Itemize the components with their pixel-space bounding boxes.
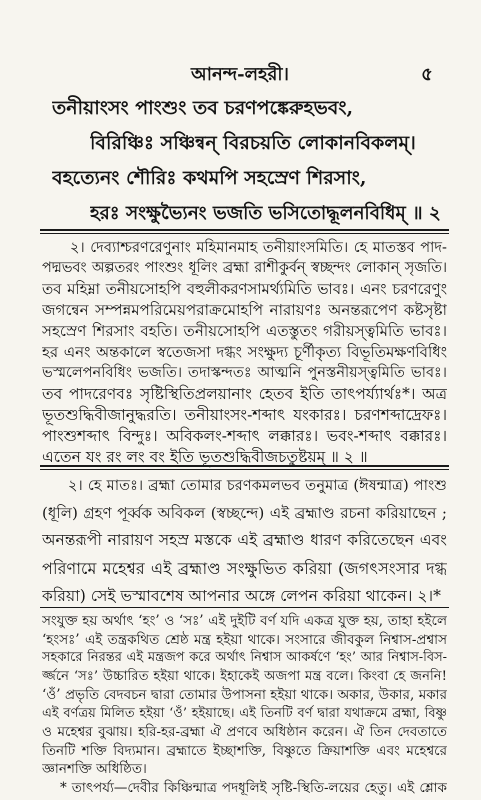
footnote-line: ‘ওঁ’ প্রভৃতি বেদবচন দ্বারা তোমার উপাসনা হইয়া থাকে। অকার, উকার, মকার xyxy=(42,687,447,703)
double-rule xyxy=(40,229,449,234)
verse-block xyxy=(42,91,447,231)
commentary-line: তব পাদরেণবঃ সৃষ্টিস্থিতিপ্রলয়ানাং হেতব ইতি তাৎপর্য্যার্থঃ*। অত্র xyxy=(42,385,447,403)
commentary-line: এতেন যং রং লং বং ইতি ভূতশুদ্ধিবীজচতুষ্টয়ম্ ॥ ২ ॥ xyxy=(42,448,368,466)
translation-line: ২। হে মাতঃ। ব্রহ্মা তোমার চরণকমলভব তনুমাত্র (ঈষন্মাত্র) পাংশু xyxy=(68,477,447,494)
commentary-line: ভস্মলেপনবিধিং ভজতি। তদাস্কন্দতঃ আত্মনি পুনস্তনীয়স্ত্বমিতি ভাবঃ। xyxy=(42,365,447,381)
footnote-line: সহকারে নিরন্তর এই মন্ত্রজপ করে অর্থাৎ নিশ্বাস আকর্ষণে ‘হং’ আর নিশ্বাস-বিস- xyxy=(42,650,447,665)
commentary-line: পদ্মভবং অল্পতরং পাংশুং ধূলিং ব্রহ্মা রাশীকুর্বন্ স্বচ্ছন্দং লোকান্ সৃজতি। xyxy=(42,260,447,276)
translation-line: পরিণামে মহেশ্বর এই ব্রহ্মাণ্ড সংক্ষুভিত করিয়া (জগৎসংসার দগ্ধ xyxy=(42,558,447,578)
commentary-line: হর এনং অন্তকালে স্বতেজসা দগ্ধং সংক্ষুদ্য চূর্ণীকৃত্য বিভূতিমক্ষণবিধিং xyxy=(42,343,447,361)
footnote-line: র্জ্জনে ‘সঃ’ উচ্চারিত হইয়া থাকে। ইহাকেই অজপা মন্ত্র বলে। কিংবা হে জননি! xyxy=(42,668,447,684)
footnote-line: এই বর্ণত্রয় মিলিত হইয়া ‘ওঁ’ হইয়াছে। এই তিনটি বর্ণ দ্বারা যথাক্রমে ব্রহ্মা, বিষ্ণু xyxy=(42,705,447,721)
verse-line: হরঃ সংক্ষুভ্যৈনং ভজতি ভসিতোদ্ধূলনবিধিম্ ॥ ২ xyxy=(90,203,441,224)
running-header-title: আনন্দ-লহরী। xyxy=(190,64,289,85)
commentary-line: সহস্রেণ শিরসাং বহতি। তনীয়সোহপি এতস্তুতং গরীয়স্ত্বমিতি ভাবঃ। xyxy=(42,322,447,340)
footnote-rule xyxy=(40,607,449,608)
star-footnote-line: * তাৎপর্য্য—দেবীর কিঞ্চিন্মাত্র পদধূলিই সৃষ্টি-স্থিতি-লয়ের হেতু। এই শ্লোক xyxy=(60,780,447,796)
verse-line: বহত্যেনং শৌরিঃ কথমপি সহস্রেণ শিরসাং, xyxy=(52,167,367,189)
footnote-block xyxy=(42,612,447,779)
page-number: ৫ xyxy=(421,64,433,85)
translation-line: করিয়া) সেই ভস্মাবশেষ আপনার অঙ্গে লেপন করিয়া থাকেন। ২।* xyxy=(42,586,441,605)
footnote-line: ও মহেশ্বর বুঝায়। হরি-হর-ব্রহ্মা ঐ প্রণবে অধিষ্ঠান করেন। ঐ তিন দেবতাতে xyxy=(42,724,447,740)
footnote-line: সংযুক্ত হয় অর্থাৎ ‘হং’ ও ‘সঃ’ এই দুইটি বর্ণ যদি একত্র যুক্ত হয়, তাহা হইলে xyxy=(42,613,447,629)
commentary-line: জগন্বেন সম্পন্নমপরিমেয়পরাক্রমোহপি নারায়ণঃ অনন্তরূপেণ কষ্টসৃষ্টা xyxy=(42,301,447,319)
footnote-line: জ্ঞানশক্তি অধিষ্ঠিত। xyxy=(42,761,147,777)
verse-line: তনীয়াংসং পাংশুং তব চরণপঙ্কেরুহভবং, xyxy=(52,97,354,119)
star-footnote xyxy=(42,779,447,797)
translation-block xyxy=(42,472,447,610)
commentary-line: তব মহিম্না তনীয়সোহপি বহুলীকরণসামর্থ্যমিতি ভাবঃ। এনং চরণরেণুং xyxy=(42,280,447,298)
commentary-line: ২। দেব্যাশ্চরণরেণুনাং মহিমানমাহ তনীয়াংসমিতি। হে মাতস্তব পাদ- xyxy=(70,239,447,256)
commentary-line: ভূতশুদ্ধিবীজানুদ্ধরতি। তনীয়াংসং-শব্দাৎ যংকারঃ। চরণশব্দাদ্রেফঃ। xyxy=(42,406,447,424)
translation-line: অনন্তরূপী নারায়ণ সহস্র মস্তকে এই ব্রহ্মাণ্ড ধারণ করিতেছেন এবং xyxy=(42,531,447,549)
commentary-line: পাংশুশব্দাৎ বিন্দুঃ। অবিকলং-শব্দাৎ লক্কারঃ। ভবং-শব্দাৎ বক্কারঃ। xyxy=(42,427,447,445)
verse-line: বিরিঞ্চিঃ সঞ্চিন্বন্ বিরচয়তি লোকানবিকলম্। xyxy=(90,132,416,154)
double-rule xyxy=(40,465,449,470)
footnote-line: ‘হংসঃ’ এই তন্ত্রকথিত শ্রেষ্ঠ মন্ত্র হইয়া থাকে। সংসারে জীবকুল নিশ্বাস-প্রশ্বাস xyxy=(42,631,447,648)
translation-line: (ধূলি) গ্রহণ পূর্ব্বক অবিকল (স্বচ্ছন্দে) এই ব্রহ্মাণ্ড রচনা করিয়াছেন ; xyxy=(42,503,447,522)
commentary-block xyxy=(42,237,447,468)
footnote-line: তিনটি শক্তি বিদ্যমান। ব্রহ্মাতে ইচ্ছাশক্তি, বিষ্ণুতে ক্রিয়াশক্তি এবং মহেশ্বরে xyxy=(42,742,447,759)
